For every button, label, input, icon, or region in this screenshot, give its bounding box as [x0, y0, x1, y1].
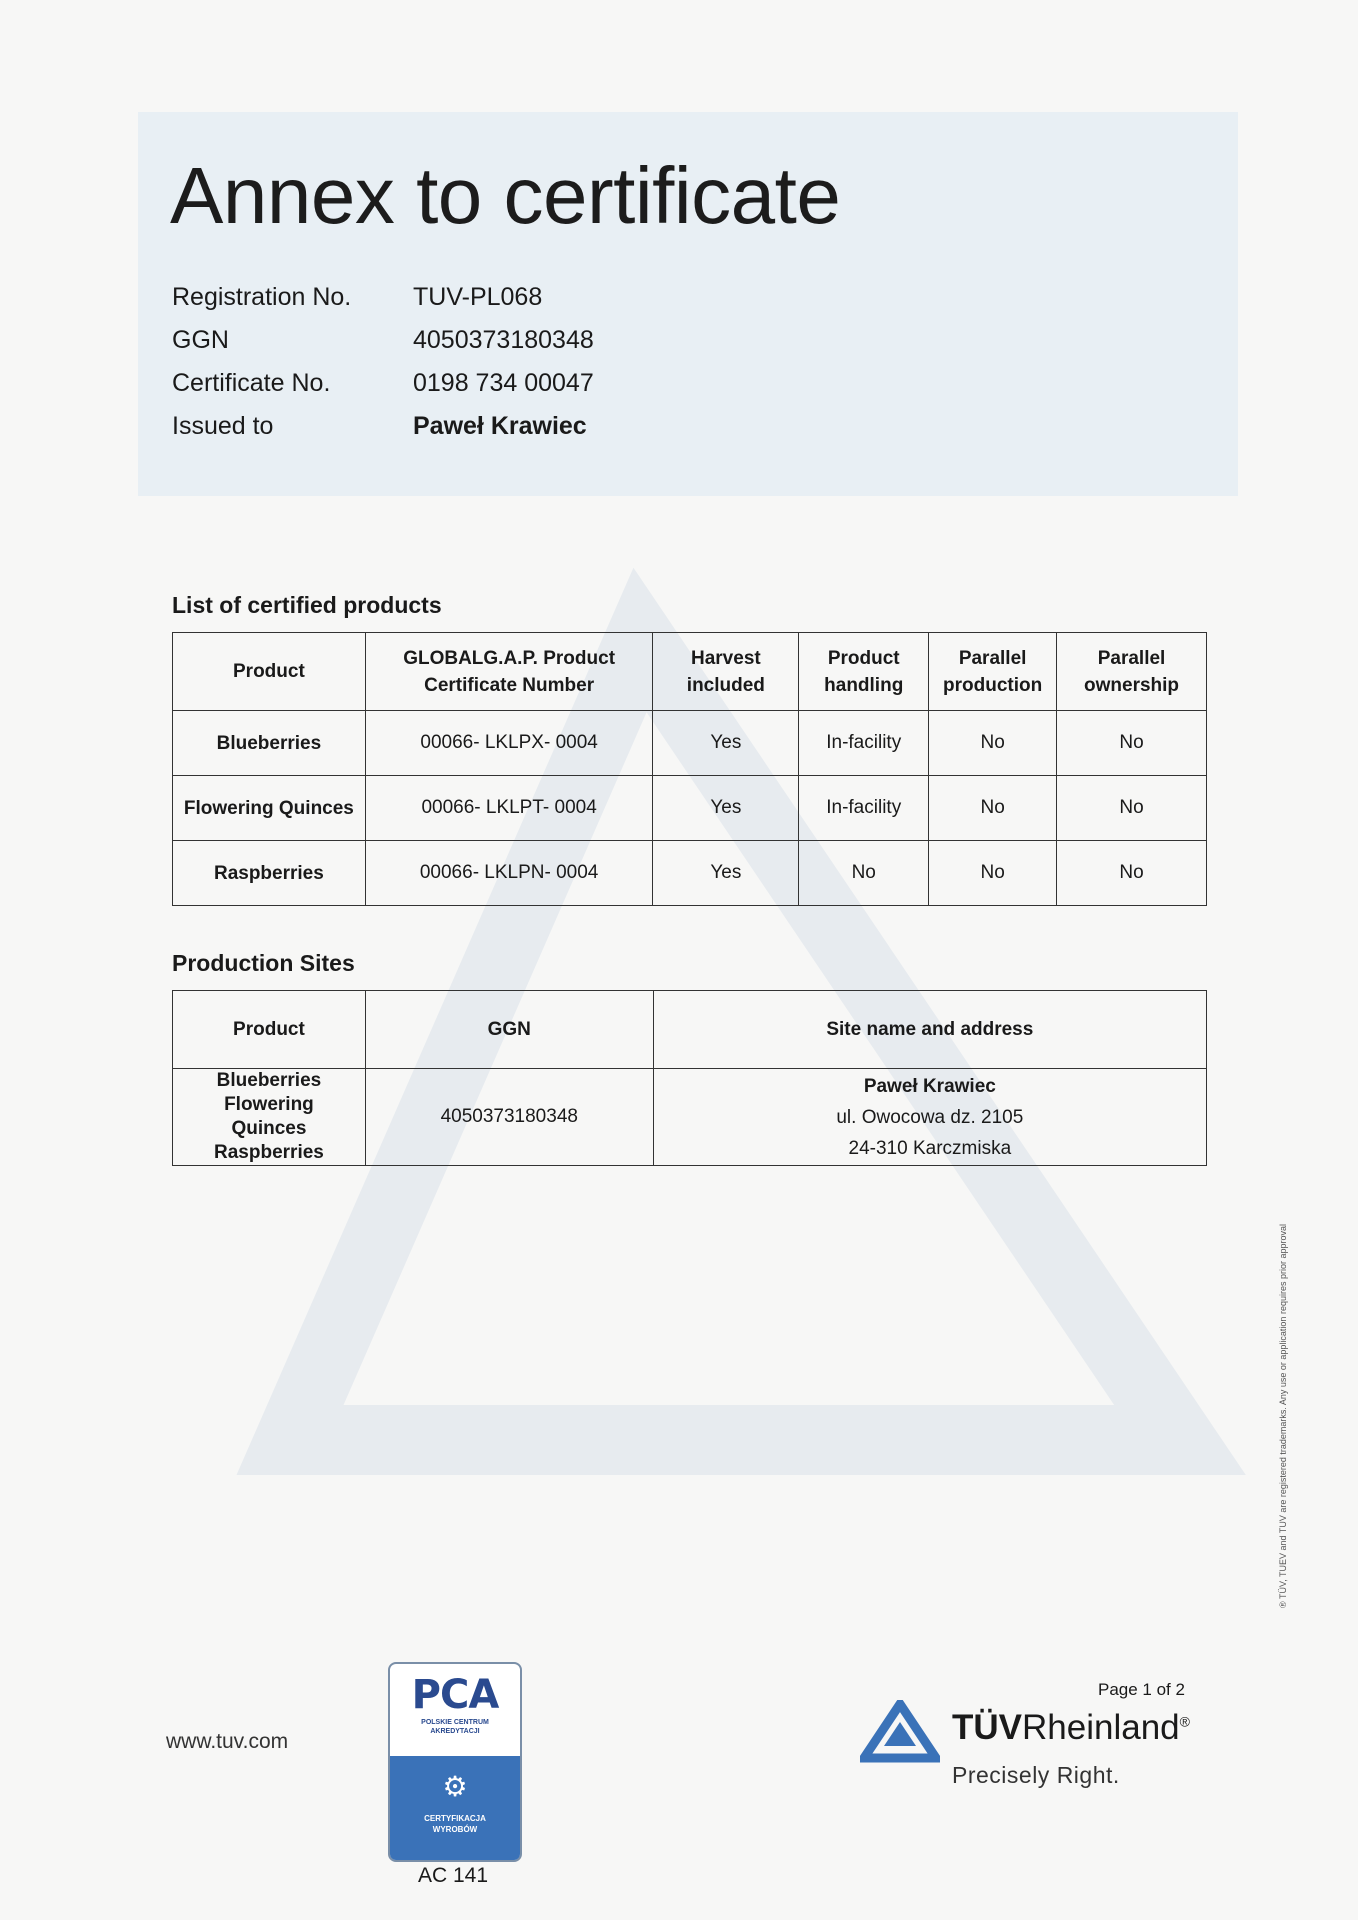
harvest-included: Yes	[653, 841, 799, 906]
certified-products-table	[172, 632, 1207, 906]
column-header: GGN	[365, 991, 653, 1069]
gear-icon: ⚙	[442, 1771, 468, 1802]
site-name: Paweł Krawiec	[863, 1075, 996, 1097]
parallel-production: No	[929, 841, 1057, 906]
field-label: Certificate No.	[172, 369, 331, 397]
table-row	[173, 776, 1207, 841]
page-number: Page 1 of 2	[1098, 1680, 1185, 1699]
certificate-details	[172, 276, 594, 448]
website-link[interactable]: www.tuv.com	[166, 1730, 289, 1753]
brand-slogan: Precisely Right.	[952, 1762, 1120, 1788]
pca-subtitle-line: AKREDYTACJI	[430, 1728, 480, 1735]
column-header: Parallel production	[929, 633, 1057, 711]
parallel-ownership: No	[1057, 711, 1207, 776]
accreditation-number: AC 141	[418, 1864, 489, 1887]
product-name: Blueberries	[173, 711, 366, 776]
product-name: Blueberries	[216, 1070, 322, 1091]
pca-logo-text: PCA	[411, 1672, 499, 1718]
field-label: GGN	[172, 326, 229, 354]
parallel-production: No	[929, 776, 1057, 841]
field-value: TUV-PL068	[413, 283, 543, 311]
table-row	[173, 711, 1207, 776]
table-header-row	[173, 991, 1207, 1069]
certificate-number: 00066- LKLPX- 0004	[365, 711, 653, 776]
address-line: 24-310 Karczmiska	[848, 1137, 1012, 1159]
brand-name	[952, 1708, 1190, 1748]
tuv-rheinland-logo	[860, 1700, 1240, 1810]
product-handling: In-facility	[799, 776, 929, 841]
column-header: Site name and address	[653, 991, 1206, 1069]
site-address	[653, 1069, 1206, 1166]
product-handling: No	[799, 841, 929, 906]
column-header: Parallel ownership	[1057, 633, 1207, 711]
pca-bottom-line: CERTYFIKACJA	[424, 1814, 486, 1823]
certificate-number: 00066- LKLPT- 0004	[365, 776, 653, 841]
parallel-ownership: No	[1057, 841, 1207, 906]
address-line: ul. Owocowa dz. 2105	[836, 1106, 1024, 1128]
field-value: Paweł Krawiec	[413, 412, 587, 440]
registered-mark: ®	[1179, 1713, 1190, 1730]
product-name: Quinces	[231, 1118, 307, 1139]
production-sites-table	[172, 990, 1207, 1166]
product-name: Raspberries	[173, 841, 366, 906]
page-title: Annex to certificate	[170, 151, 841, 240]
trademark-note: ® TÜV, TUEV and TUV are registered trademarks. Any use or application requires prior approval	[1278, 1224, 1288, 1608]
column-header: Product	[173, 633, 366, 711]
column-header: Product handling	[799, 633, 929, 711]
product-name: Flowering Quinces	[173, 776, 366, 841]
product-name: Raspberries	[214, 1142, 324, 1163]
ggn-row	[172, 319, 594, 362]
table-row	[173, 841, 1207, 906]
site-ggn: 4050373180348	[365, 1069, 653, 1166]
parallel-production: No	[929, 711, 1057, 776]
parallel-ownership: No	[1057, 776, 1207, 841]
production-sites-heading: Production Sites	[172, 950, 355, 976]
products-heading: List of certified products	[172, 592, 442, 618]
certificate-no-row	[172, 362, 594, 405]
harvest-included: Yes	[653, 711, 799, 776]
site-products	[173, 1069, 366, 1166]
brand-bold: TÜV	[952, 1708, 1022, 1747]
tuv-triangle-icon	[860, 1700, 940, 1764]
brand-rest: Rheinland	[1022, 1708, 1180, 1747]
field-label: Issued to	[172, 412, 274, 440]
registration-row	[172, 276, 594, 319]
issued-to-row	[172, 405, 594, 448]
harvest-included: Yes	[653, 776, 799, 841]
product-name: Flowering	[224, 1094, 314, 1115]
table-header-row	[173, 633, 1207, 711]
column-header: Harvest included	[653, 633, 799, 711]
pca-bottom-line: WYROBÓW	[432, 1825, 478, 1834]
pca-subtitle-line: POLSKIE CENTRUM	[421, 1719, 489, 1726]
certificate-number: 00066- LKLPN- 0004	[365, 841, 653, 906]
column-header: Product	[173, 991, 366, 1069]
pca-accreditation-logo	[388, 1662, 522, 1862]
field-value: 4050373180348	[413, 326, 594, 354]
field-label: Registration No.	[172, 283, 352, 311]
column-header: GLOBALG.A.P. Product Certificate Number	[365, 633, 653, 711]
product-handling: In-facility	[799, 711, 929, 776]
table-row	[173, 1069, 1207, 1166]
field-value: 0198 734 00047	[413, 369, 594, 397]
